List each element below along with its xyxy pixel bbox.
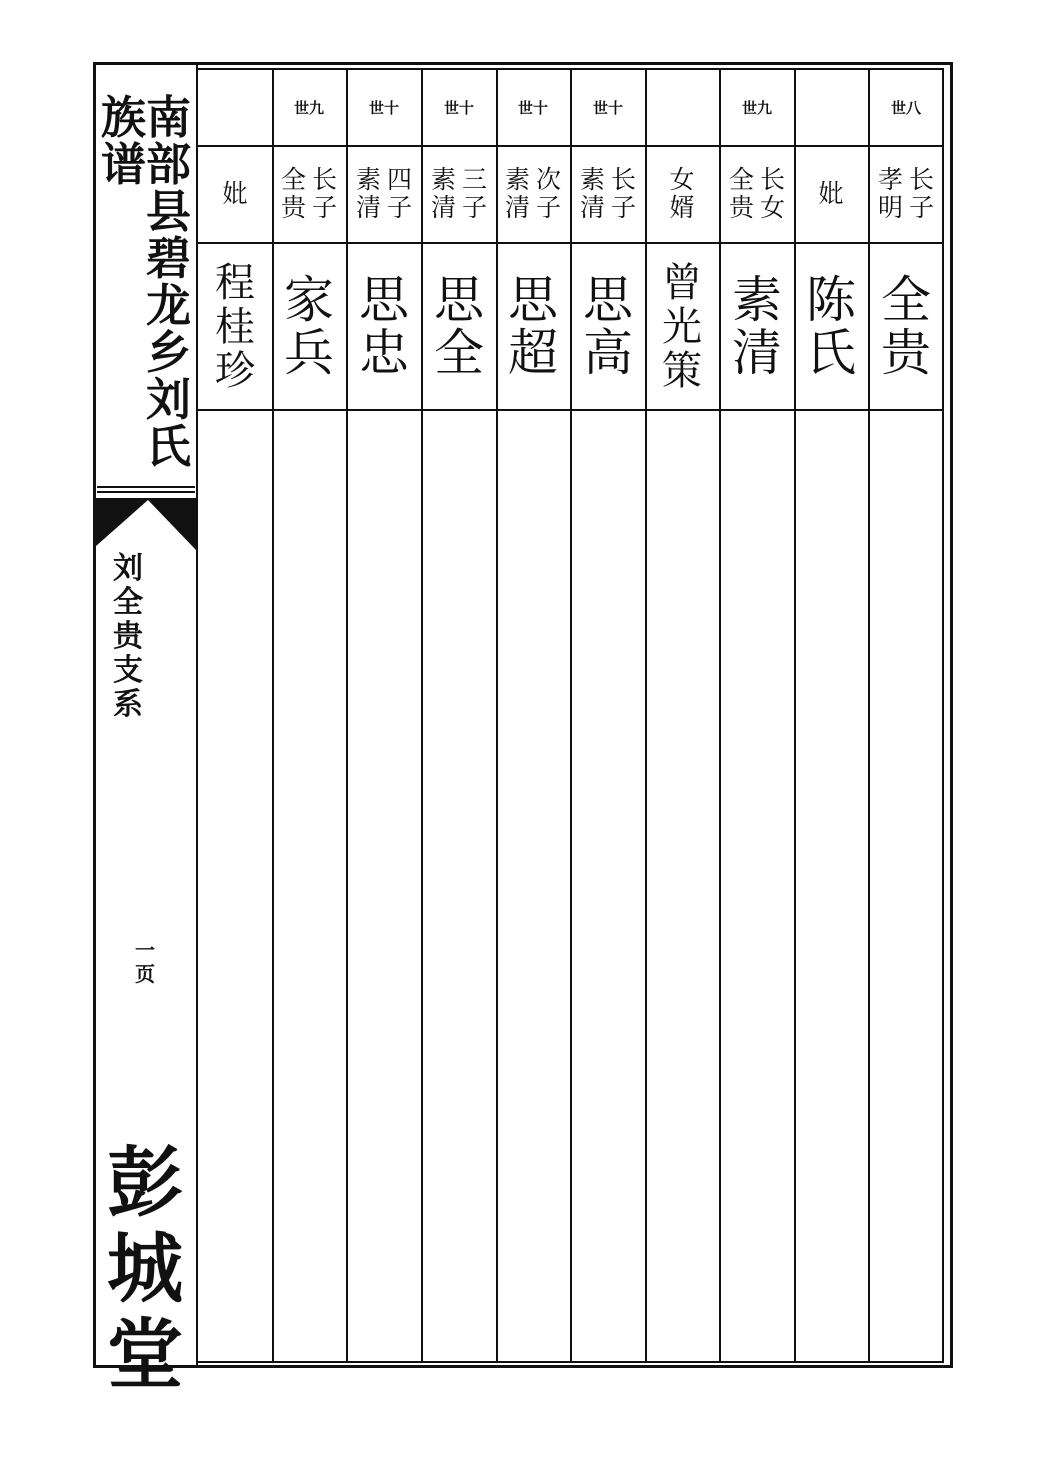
relation-column [281,166,306,222]
relation-label [720,147,794,241]
name-char: 超 [508,323,558,382]
spine-char: 堂 [107,1310,183,1399]
generation-label: 世九 [741,99,772,117]
generation-label [198,70,272,145]
relation-column [729,166,754,222]
relation-char: 孝 [877,165,903,194]
name-char: 全 [881,270,931,329]
spine-char: 部 [146,138,192,191]
relation-char: 女 [669,165,695,194]
relation-column [909,166,934,222]
relation-column [312,166,337,222]
relation-char: 贵 [728,193,754,222]
person-name [272,245,346,408]
relation-char: 长 [611,165,637,194]
relation-label [645,147,719,241]
name-char: 思 [583,270,633,329]
name-char: 家 [284,270,334,329]
name-char: 忠 [359,323,409,382]
relation-char: 清 [355,193,381,222]
relation-column [462,166,487,222]
name-column [732,270,782,382]
relation-char: 子 [909,193,935,222]
relation-char: 素 [430,165,456,194]
spine-char: 全 [113,585,143,620]
spine-char: 彭 [107,1138,183,1227]
spine-char: 系 [113,687,143,722]
name-char: 贵 [881,323,931,382]
relation-char: 四 [387,165,413,194]
relation-char: 素 [504,165,530,194]
relation-column [611,166,636,222]
relation-char: 明 [877,193,903,222]
name-char: 思 [508,270,558,329]
name-column [662,261,702,393]
relation-column [431,166,456,222]
spine-char: 族 [100,91,146,144]
generation-label [794,70,868,145]
relation-char: 婿 [669,193,695,222]
name-char: 兵 [284,323,334,382]
relation-char: 长 [760,165,786,194]
relation-label [794,147,868,241]
relation-char: 子 [387,193,413,222]
relation-char: 子 [536,193,562,222]
relation-column [818,180,843,208]
generation-label [645,70,719,145]
spine-char: 城 [107,1224,183,1313]
relation-column [356,166,381,222]
name-char: 陈 [806,270,856,329]
relation-char: 全 [280,165,306,194]
spine-char: 刘 [146,373,192,426]
spine-char: 碧 [146,232,192,285]
relation-char: 子 [462,193,488,222]
generation-label: 世八 [890,99,921,117]
relation-label [496,147,570,241]
name-column [434,270,484,382]
relation-char: 女 [760,193,786,222]
relation-label [272,147,346,241]
name-char: 思 [359,270,409,329]
branch-label [97,552,159,722]
generation-label: 世十 [592,99,623,117]
relation-char: 清 [430,193,456,222]
name-char: 全 [434,323,484,382]
name-char: 素 [732,270,782,329]
genealogy-title [97,91,195,473]
relation-column [505,166,530,222]
relation-char: 长 [312,165,338,194]
relation-label [869,147,943,241]
relation-char: 子 [312,193,338,222]
relation-char: 子 [611,193,637,222]
name-column [359,270,409,382]
relation-char: 全 [728,165,754,194]
name-char: 程 [215,259,255,306]
name-char: 清 [732,323,782,382]
name-column [583,270,633,382]
generation-label: 世十 [517,99,548,117]
relation-label [571,147,645,241]
title-column-1 [146,91,192,473]
name-column [881,270,931,382]
person-name [794,245,868,408]
spine-char: 乡 [146,326,192,379]
person-name [720,245,794,408]
relation-column [580,166,605,222]
relation-char: 素 [355,165,381,194]
relation-char: 次 [536,165,562,194]
spine-char: 刘 [113,551,143,586]
person-name [645,245,719,408]
name-char: 曾 [662,259,702,306]
relation-label [422,147,496,241]
spine-char: 南 [146,91,192,144]
relation-char: 素 [579,165,605,194]
relation-char: 贵 [280,193,306,222]
spine-char: 氏 [146,420,192,473]
name-char: 珍 [215,347,255,394]
spine-char: 龙 [146,279,192,332]
relation-char: 清 [504,193,530,222]
relation-column [387,166,412,222]
fishtail-ornament [96,498,196,550]
relation-column [878,166,903,222]
name-char: 氏 [806,323,856,382]
person-name [198,245,272,408]
spine-char: 谱 [100,138,146,191]
relation-column [222,180,247,208]
relation-column [669,166,694,222]
person-name [571,245,645,408]
relation-label [347,147,421,241]
relation-char: 妣 [818,179,844,208]
relation-char: 妣 [222,179,248,208]
relation-column [536,166,561,222]
person-name [347,245,421,408]
title-column-2 [100,91,146,470]
generation-label: 世十 [368,99,399,117]
spine-double-rule [97,486,195,496]
spine-char: 县 [146,185,192,238]
name-column [806,270,856,382]
name-column [508,270,558,382]
relation-char: 三 [462,165,488,194]
name-char: 光 [662,303,702,350]
relation-label [198,147,272,241]
name-char: 策 [662,347,702,394]
generation-label: 世九 [293,99,324,117]
page-number [127,938,163,986]
name-char: 思 [434,270,484,329]
person-name [869,245,943,408]
name-char: 高 [583,323,633,382]
hall-name [97,1140,193,1398]
relation-char: 清 [579,193,605,222]
person-name [422,245,496,408]
spine-char: 贵 [113,619,143,654]
relation-column [760,166,785,222]
spine-char: 一 [135,938,155,962]
relation-char: 长 [909,165,935,194]
name-column [215,261,255,393]
generation-label: 世十 [443,99,474,117]
person-name [496,245,570,408]
spine-char: 支 [113,653,143,688]
name-column [284,270,334,382]
name-char: 桂 [215,303,255,350]
spine-char: 页 [135,962,155,986]
